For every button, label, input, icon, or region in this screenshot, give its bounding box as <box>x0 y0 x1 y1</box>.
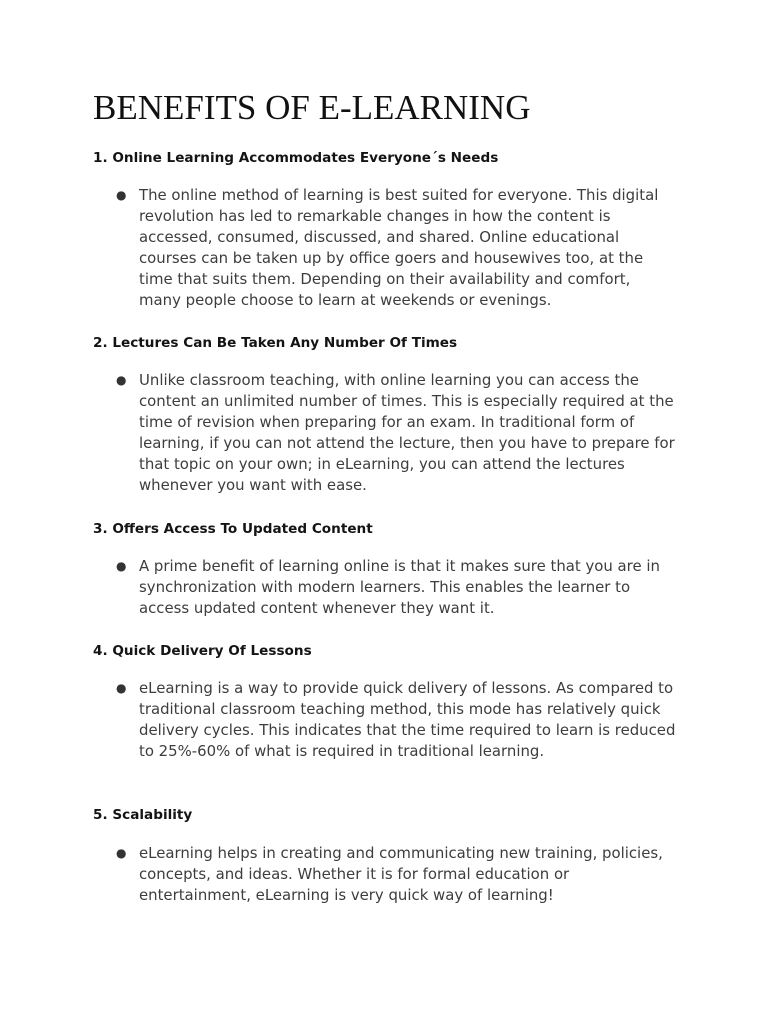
list-item <box>116 185 676 311</box>
list-item <box>116 678 676 762</box>
list-item-text: eLearning is a way to provide quick delivery of lessons. As compared to traditional classroom teaching method, this mode has relatively quick delivery cycles. This indicates that the time required to learn is reduced to 25%-60% of what is required in traditional learning. <box>139 679 676 760</box>
list-item <box>116 556 676 619</box>
list-item <box>116 843 676 906</box>
list-item-text: A prime benefit of learning online is that it makes sure that you are in synchronization with modern learners. This enables the learner to access updated content whenever they want it. <box>139 557 660 617</box>
bullet-icon: ● <box>116 373 127 387</box>
section-heading-lectures-any-times: 2. Lectures Can Be Taken Any Number Of Times <box>93 335 458 351</box>
section-list-scalability <box>116 843 676 906</box>
list-item-text: Unlike classroom teaching, with online learning you can access the content an unlimited number of times. This is especially required at the time of revision when preparing for an exam. In traditional form of learning, if you can not attend the lecture, then you have to prepare for that topic on your own; in eLearning, you can attend the lectures whenever you want with ease. <box>139 371 675 494</box>
section-heading-accommodates-needs: 1. Online Learning Accommodates Everyone´s Needs <box>93 150 499 166</box>
bullet-icon: ● <box>116 559 127 573</box>
section-list-quick-delivery <box>116 678 676 762</box>
bullet-icon: ● <box>116 681 127 695</box>
bullet-icon: ● <box>116 846 127 860</box>
document-title: BENEFITS OF E-LEARNING <box>93 88 531 127</box>
section-list-accommodates-needs <box>116 185 676 311</box>
section-heading-scalability: 5. Scalability <box>93 807 193 823</box>
section-heading-quick-delivery: 4. Quick Delivery Of Lessons <box>93 643 312 659</box>
section-list-lectures-any-times <box>116 370 676 496</box>
list-item-text: The online method of learning is best suited for everyone. This digital revolution has led to remarkable changes in how the content is accessed, consumed, discussed, and shared. Online educational courses can be taken up by office goers and housewives too, at the time that suits them. Depending on their availability and comfort, many people choose to learn at weekends or evenings. <box>139 186 659 309</box>
list-item-text: eLearning helps in creating and communicating new training, policies, concepts, and ideas. Whether it is for formal education or entertainment, eLearning is very quick way of learning! <box>139 844 663 904</box>
section-list-updated-content <box>116 556 676 619</box>
bullet-icon: ● <box>116 188 127 202</box>
list-item <box>116 370 676 496</box>
section-heading-updated-content: 3. Offers Access To Updated Content <box>93 521 373 537</box>
